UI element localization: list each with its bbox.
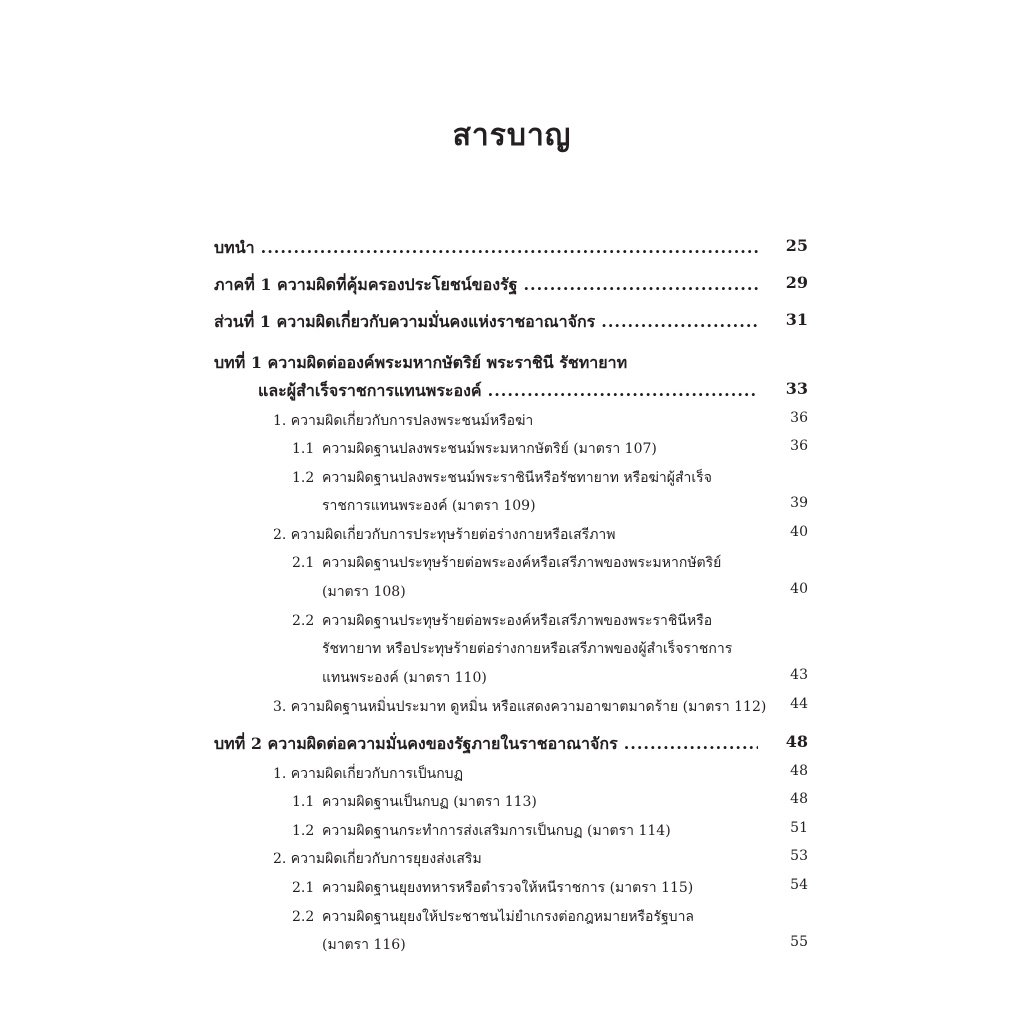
toc-entry-label: ส่วนที่ 1 ความผิดเกี่ยวกับความมั่นคงแห่งราชอาณาจักร xyxy=(214,312,596,331)
toc-page-number: 51 xyxy=(790,820,808,836)
toc-page-number: 29 xyxy=(785,273,808,292)
toc-entry-intro[interactable] xyxy=(214,236,808,261)
toc-item-label: ความผิดฐานยุยงให้ประชาชนไม่ยำเกรงต่อกฎหมายหรือรัฐบาล xyxy=(322,909,695,925)
page-title: สารบาญ xyxy=(452,118,572,153)
toc-item[interactable] xyxy=(292,610,808,632)
toc-item-label: 1. ความผิดเกี่ยวกับการเป็นกบฏ xyxy=(273,766,463,782)
dot-leader xyxy=(261,238,758,257)
toc-item-label: ความผิดฐานยุยงทหารหรือตำรวจให้หนีราชการ (มาตรา 115) xyxy=(322,880,694,896)
toc-entry-part1[interactable] xyxy=(214,273,808,298)
toc-item-label: ความผิดฐานปลงพระชนม์พระราชินีหรือรัชทายาท หรือฆ่าผู้สำเร็จ xyxy=(322,470,712,486)
toc-entry-label: บทนำ xyxy=(214,238,255,257)
toc-item-label: ความผิดฐานประทุษร้ายต่อพระองค์หรือเสรีภาพของพระมหากษัตริย์ xyxy=(322,555,722,571)
toc-item-label: 1. ความผิดเกี่ยวกับการปลงพระชนม์หรือฆ่า xyxy=(273,413,534,429)
toc-item[interactable] xyxy=(273,524,808,546)
toc-item[interactable] xyxy=(292,552,808,574)
toc-item-label: ราชการแทนพระองค์ (มาตรา 109) xyxy=(322,498,536,514)
toc-item[interactable] xyxy=(273,848,808,870)
toc-page-number: 48 xyxy=(790,763,808,779)
toc-item-label: 3. ความผิดฐานหมิ่นประมาท ดูหมิ่น หรือแสดงความอาฆาตมาดร้าย (มาตรา 112) xyxy=(273,699,767,715)
toc-item[interactable] xyxy=(292,438,808,460)
toc-item-number: 2.1 xyxy=(292,880,315,896)
toc-page-number: 53 xyxy=(790,848,808,864)
toc-item[interactable] xyxy=(292,877,808,899)
toc-page-number: 25 xyxy=(785,236,808,255)
toc-item[interactable] xyxy=(292,467,808,489)
toc-item-label: 2. ความผิดเกี่ยวกับการยุยงส่งเสริม xyxy=(273,851,482,867)
toc-page-number: 44 xyxy=(790,696,808,712)
toc-item[interactable] xyxy=(273,410,808,432)
toc-page-number: 40 xyxy=(790,581,808,597)
toc-page-number: 43 xyxy=(790,667,808,683)
toc-item-label: ความผิดฐานเป็นกบฏ (มาตรา 113) xyxy=(322,794,537,810)
toc-page-number: 40 xyxy=(790,524,808,540)
toc-item-cont[interactable] xyxy=(322,934,808,956)
toc-page-number: 55 xyxy=(790,934,808,950)
toc-page-number: 36 xyxy=(790,438,808,454)
toc-item-label: ความผิดฐานกระทำการส่งเสริมการเป็นกบฏ (มาตรา 114) xyxy=(322,823,671,839)
toc-item-number: 1.1 xyxy=(292,794,315,810)
toc-page-number: 39 xyxy=(790,495,808,511)
toc-item-cont[interactable] xyxy=(322,638,808,660)
toc-page-number: 54 xyxy=(790,877,808,893)
toc-page-number: 48 xyxy=(785,732,808,751)
dot-leader xyxy=(601,312,758,331)
toc-item-label: ความผิดฐานปลงพระชนม์พระมหากษัตริย์ (มาตรา 107) xyxy=(322,441,657,457)
toc-entry-label: และผู้สำเร็จราชการแทนพระองค์ xyxy=(258,381,482,400)
dot-leader xyxy=(624,734,758,753)
toc-entry-section1[interactable] xyxy=(214,310,808,335)
toc-item[interactable] xyxy=(273,696,808,718)
dot-leader xyxy=(523,275,758,294)
toc-entry-chapter1-cont[interactable] xyxy=(258,379,808,404)
toc-page-number: 31 xyxy=(785,310,808,329)
toc-item-label: รัชทายาท หรือประทุษร้ายต่อร่างกายหรือเสรีภาพของผู้สำเร็จราชการ xyxy=(322,641,733,657)
toc-item-label: (มาตรา 108) xyxy=(322,584,406,600)
toc-entry-label: บทที่ 1 ความผิดต่อองค์พระมหากษัตริย์ พระราชินี รัชทายาท xyxy=(214,353,628,372)
toc-entry-label: บทที่ 2 ความผิดต่อความมั่นคงของรัฐภายในราชอาณาจักร xyxy=(214,734,618,753)
toc-item-cont[interactable] xyxy=(322,495,808,517)
toc-item-label: 2. ความผิดเกี่ยวกับการประทุษร้ายต่อร่างกายหรือเสรีภาพ xyxy=(273,527,616,543)
toc-item[interactable] xyxy=(292,906,808,928)
toc-entry-chapter2[interactable] xyxy=(214,732,808,757)
toc-entry-label: ภาคที่ 1 ความผิดที่คุ้มครองประโยชน์ของรัฐ xyxy=(214,275,518,294)
toc-page-number: 36 xyxy=(790,410,808,426)
toc-item[interactable] xyxy=(273,763,808,785)
toc-item-number: 1.1 xyxy=(292,441,315,457)
toc-item-cont[interactable] xyxy=(322,581,808,603)
toc-item-number: 2.1 xyxy=(292,555,315,571)
toc-item-label: (มาตรา 116) xyxy=(322,937,406,953)
toc-item-label: แทนพระองค์ (มาตรา 110) xyxy=(322,670,487,686)
toc-item-number: 2.2 xyxy=(292,613,315,629)
toc-entry-chapter1[interactable] xyxy=(214,351,808,376)
toc-item[interactable] xyxy=(292,791,808,813)
toc-item-number: 1.2 xyxy=(292,470,315,486)
toc-item-cont[interactable] xyxy=(322,667,808,689)
toc-page-number: 33 xyxy=(785,379,808,398)
toc-item-label: ความผิดฐานประทุษร้ายต่อพระองค์หรือเสรีภาพของพระราชินีหรือ xyxy=(322,613,713,629)
toc-item-number: 2.2 xyxy=(292,909,315,925)
toc-item-number: 1.2 xyxy=(292,823,315,839)
toc-item[interactable] xyxy=(292,820,808,842)
toc-page-number: 48 xyxy=(790,791,808,807)
dot-leader xyxy=(488,381,758,400)
